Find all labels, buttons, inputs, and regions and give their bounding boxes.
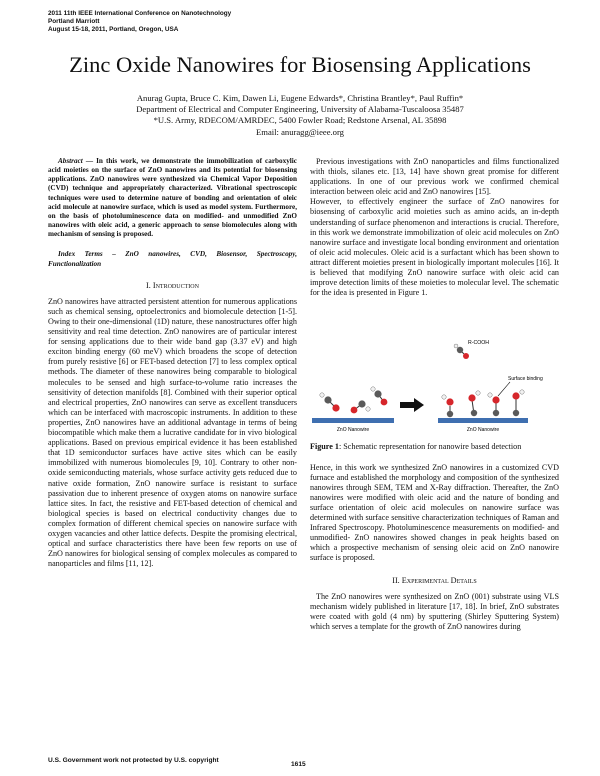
paragraph-experimental: The ZnO nanowires were synthesized on ZnO (001) substrate using VLS mechanism widely published in literature [17, 18]. In brief, ZnO substrates were coated with gold (4 nm) by sputtering (Shirley Sputtering System) which serves a template for the growth of ZnO nanowires during [310, 591, 559, 631]
abstract [48, 157, 297, 239]
author-block [40, 93, 560, 138]
abstract-label: Abstract [58, 157, 83, 165]
right-substrate [438, 418, 528, 423]
conference-dates: August 15-18, 2011, Portland, Oregon, USA [48, 26, 179, 33]
page-number: 1615 [291, 761, 306, 768]
bound-molecule [512, 390, 524, 416]
incoming-molecule [454, 344, 469, 359]
section-heading-introduction: I. Introduction [146, 280, 199, 290]
left-substrate [312, 418, 394, 423]
conference-venue: Portland Marriott [48, 18, 100, 25]
right-substrate-label: ZnO Nanowire [466, 427, 500, 434]
paragraph-hence: Hence, in this work we synthesized ZnO nanowires in a customized CVD furnace and established the morphology and composition of the synthesized nanowires through SEM, TEM and X-Ray diffraction. Thereafter, the ZnO nanowires were modified with oleic acid and the nature of bonding and surface orientation of oleic acid molecules on nanowire surface was determined with surface sensitive characterization techniques of Raman and Infrared Spectroscopy. Photoluminescence measurements on modified- and unmodified- ZnO nanowires showed changes in peak heights based on which a prospective mechanism of sensing oleic acid on ZnO nanowire surface is proposed. [310, 462, 559, 563]
index-terms: Index Terms – ZnO nanowires, CVD, Biosensor, Spectroscopy, Functionalization [48, 250, 297, 268]
copyright-notice: U.S. Government work not protected by U.S. copyright [48, 757, 219, 764]
conference-header [48, 10, 231, 34]
rcooh-label: R-COOH [468, 340, 490, 347]
caption-label: Figure 1 [310, 442, 339, 452]
author-email: Email: anuragg@ieee.org [256, 126, 344, 137]
figure-1-caption [310, 442, 559, 452]
binding-pointer [498, 382, 510, 396]
bound-molecule [488, 393, 500, 416]
free-molecule [371, 387, 388, 406]
caption-text: : Schematic representation for nanowire based detection [338, 442, 522, 452]
figure-1-schematic [310, 310, 559, 440]
paragraph-however: However, to effectively engineer the surface of ZnO nanowires for biosensing of carboxylic acid moieties such as amino acids, an in-depth understanding of surface phenomenon and interactions is crucial. Therefore, in this work we demonstrate immobilization of oleic acid molecules on ZnO nanowire surface and investigate local bonding environment and orientation of oleic acid molecules. Oleic acid is a surfactant which has been shown to attract different moieties present in biologically important molecules [16]. It is believed that modifying ZnO nanowire surface with oleic acid can improve detection limits of these moieties to molecular level. The schematic for the idea is presented in Figure 1. [310, 197, 559, 298]
abstract-text: — In this work, we demonstrate the immobilization of carboxylic acid moieties on the surface of ZnO nanowires and its potential for biosensing applications. ZnO nanowires were synthesized via Chemical Vapor Deposition (CVD) technique and appropriately characterized. Vibrational spectroscopic techniques were used to determine nature of bonding and orientation of oleic acid molecule at nanowire surface, which is used as model system. Furthermore, on the basis of photoluminescence data on modified- and unmodified ZnO nanowires with oleic acid, a generic approach to sense biomolecules along with mechanism of sensing is proposed. [48, 157, 297, 239]
arrow-icon [400, 398, 424, 412]
surface-binding-label: Surface binding [508, 376, 543, 383]
affiliation-1: Department of Electrical and Computer Engineering, University of Alabama-Tuscaloosa 35487 [136, 104, 464, 115]
author-names: Anurag Gupta, Bruce C. Kim, Dawen Li, Eugene Edwards*, Christina Brantley*, Paul Ruffin* [136, 93, 464, 103]
paper-title: Zinc Oxide Nanowires for Biosensing Applications [69, 52, 531, 77]
section-heading-experimental: II. Experimental Details [392, 575, 477, 585]
right-column [310, 157, 559, 632]
figure-1 [310, 310, 559, 440]
free-molecule [320, 393, 340, 412]
left-column [48, 157, 297, 569]
bound-molecule [442, 395, 454, 417]
introduction-text: ZnO nanowires have attracted persistent attention for numerous applications such as chemical sensing, optoelectronics and biomolecule detection [1-5]. Owing to their one-dimensional (1D) nature, these nanostructures offer high sensitivity and real time detection. ZnO nanowires are of particular interest for sensing applications due to their wide band gap (3.37 eV) and high exciton binding energy (60 meV) which broadens the scope of detection from purely resistive [6] or FET-based detection [7] to less complex optical methods. The diameter of these nanowires being comparable to biological molecules to be sensed and high surface-to-volume ratio increases the sensitivity of detection manifolds [8]. Combined with their superior optical and electrical properties, ZnO nanowires can serve as excellent transducers which can be interfaced with macroscopic instruments. In addition to these properties, ZnO nanowires have an additional advantage in terms of being biocompatible which make them a lucrative candidate for in vivo biological applications. Based on previous empirical evidence it has been established that 1D semiconductor surfaces have active sites which can be easily immobilized with numerous biomolecules [9, 10]. Contrary to other non-oxide semiconducting materials, whose surface activity gets reduced due to native oxide formation, ZnO nanowire surface is resistant to surface passivation due to inherent presence of oxygen atoms on nanowire surface lattice sites. In fact, the resistive and FET-based detection of chemical and biological species is based on electrical conductivity changes due to complex formation of different chemical species on nanowire surface with oxygen vacancies and other lattice defects. Despite the promising electrical, optical and surface characteristics there have been few reports on use of ZnO nanowires for biological sensing of complex molecules as compared to nanoparticles and films [11, 12]. [48, 296, 297, 569]
affiliation-2: *U.S. Army, RDECOM/AMRDEC, 5400 Fowler Road; Redstone Arsenal, AL 35898 [153, 115, 447, 126]
free-molecule [351, 401, 371, 414]
paragraph-previous-work: Previous investigations with ZnO nanoparticles and films functionalized with thiols, silanes etc. [13, 14] have shown great promise for different applications. In one of our previous work we confirmed chemical interaction between oleic acid and ZnO nanowires [15]. [310, 157, 559, 197]
bound-molecule [468, 391, 480, 416]
left-substrate-label: ZnO Nanowire [336, 427, 370, 434]
conference-name: 2011 11th IEEE International Conference on Nanotechnology [48, 10, 232, 17]
